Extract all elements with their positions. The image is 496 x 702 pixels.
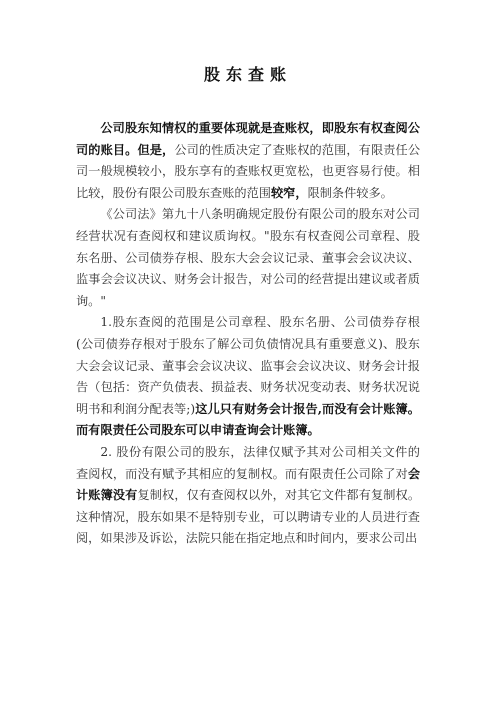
run: 限制条件较多。 (307, 185, 393, 200)
run: 会计账簿没有 (76, 466, 420, 503)
run: 较窄， (271, 185, 308, 200)
paragraph-2 (76, 204, 420, 312)
run: 1.股东查阅的范围是公司章程、股东名册、公司债券存根(公司债券存根对于股东了解公司负债情况具有重要意义)、股东大会会议记录、董事会会议决议、监事会会议决议、财务会计报告（包括：资产负债表、损益表、财务状况变动表、财务状况说明书和利润分配表等;) (76, 315, 420, 416)
run: 这儿只有财务会计报告,而没有会计账簿。而有限责任公司股东可以申请查询会计账簿。 (76, 401, 420, 438)
run: 复制权，仅有查阅权以外，对其它文件都有复制权。这种情况，股东如果不是特别专业，可以聘请专业的人员进行查阅，如果涉及诉讼，法院只能在指定地点和时间内，要求公司出 (76, 488, 421, 546)
paragraph-3 (76, 312, 420, 442)
document-title: 股东查账 (203, 65, 292, 84)
paragraph-4 (76, 442, 420, 550)
run: 公司的性质决定了查账权的范围，有限责任公司一般规模较小，股东享有的查账权更宽松，也更容易行使。相比较，股份有限公司股东查账的范围 (76, 142, 421, 200)
paragraph-1 (76, 118, 420, 204)
run: 2. 股份有限公司的股东，法律仅赋予其对公司相关文件的查阅权，而没有赋予其相应的复制权。而有限责任公司除了对 (76, 444, 420, 481)
run: 《公司法》第九十八条明确规定股份有限公司的股东对公司经营状况有查阅权和建议质询权。"股东有权查阅公司章程、股东名册、公司债券存根、股东大会会议记录、董事会会议决议、监事会会议决议、财务会计报告，对公司的经营提出建议或者质询。" (76, 207, 420, 308)
run: 公司股东知情权的重要体现就是查账权，即股东有权查阅公司的账目。但是， (76, 121, 420, 157)
document-body (76, 118, 420, 550)
